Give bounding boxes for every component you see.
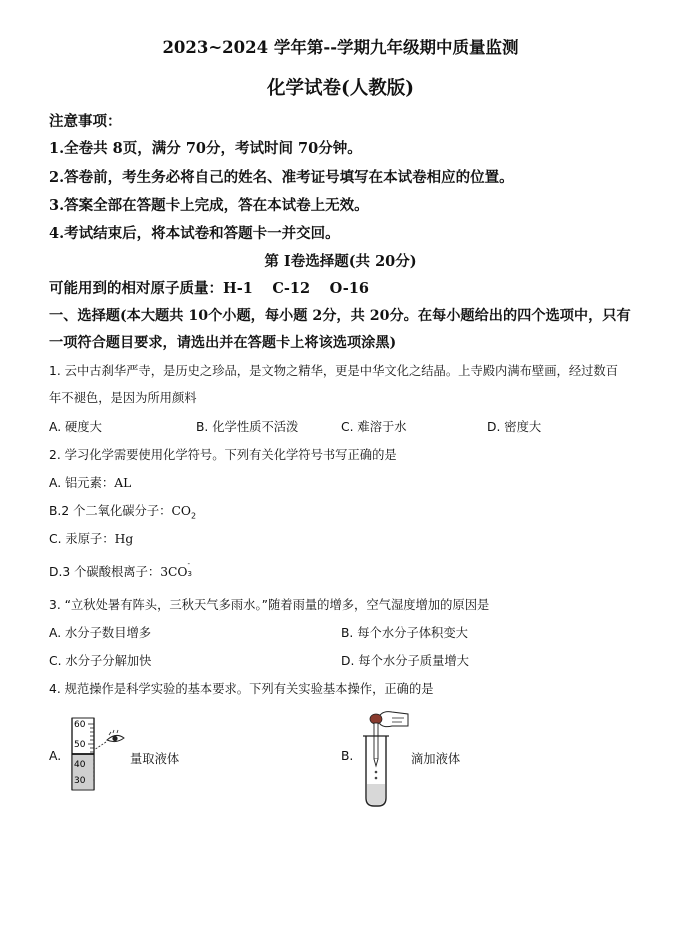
- q2-option-d: [49, 562, 196, 580]
- q2-option-d-symbol: 3CO: [160, 565, 188, 579]
- q2-option-d-subscript: 3: [187, 570, 192, 578]
- part1-heading: 第 I卷选择题(共 20分): [264, 253, 417, 270]
- q2-option-b-subscript: 2: [190, 511, 197, 521]
- q3-option-c: C. 水分子分解加快: [49, 654, 152, 668]
- cylinder-tick-60: 60: [74, 720, 86, 730]
- dropper-icon: [370, 714, 382, 766]
- q4-option-b-label: B.: [341, 749, 354, 763]
- q2-option-c-label: C. 汞原子：: [49, 532, 115, 546]
- q1-option-a: A. 硬度大: [49, 420, 102, 434]
- cylinder-tick-30: 30: [74, 776, 86, 786]
- q2-option-a-symbol: AL: [114, 476, 132, 490]
- q3-stem: 3. “立秋处暑有阵头，三秋天气多雨水。”随着雨量的增多，空气湿度增加的原因是: [49, 598, 490, 612]
- q2-option-b: [49, 501, 196, 520]
- section-instruction-line1: 一、选择题(本大题共 10个小题，每小题 2分，共 20分。在每小题给出的四个选项中，只有: [49, 308, 631, 324]
- q2-option-a: [49, 473, 131, 491]
- q2-stem: 2. 学习化学需要使用化学符号。下列有关化学符号书写正确的是: [49, 448, 397, 462]
- q2-option-b-symbol: CO: [171, 504, 191, 518]
- q4-stem: 4. 规范操作是科学实验的基本要求。下列有关实验基本操作，正确的是: [49, 682, 434, 696]
- hand-icon: [378, 712, 408, 727]
- graduated-cylinder-illustration: [66, 716, 130, 792]
- q4-option-b-caption: 滴加液体: [411, 752, 461, 766]
- section-instruction-line2: 一项符合题目要求，请选出并在答题卡上将该选项涂黑): [49, 335, 397, 351]
- q2-option-b-label: B.2 个二氧化碳分子：: [49, 504, 172, 518]
- q2-option-a-label: A. 铝元素：: [49, 476, 115, 490]
- eye-icon: [107, 730, 124, 742]
- atomic-mass-line: 可能用到的相对原子质量：H-1 C-12 O-16: [49, 280, 369, 297]
- q1-option-c: C. 难溶于水: [341, 420, 407, 434]
- q2-option-c-symbol: Hg: [114, 532, 134, 546]
- q3-option-d: D. 每个水分子质量增大: [341, 654, 469, 668]
- q1-option-b: B. 化学性质不活泼: [196, 420, 299, 434]
- notice-item-3: 3.答案全部在答题卡上完成，答在本试卷上无效。: [49, 197, 369, 214]
- notice-heading: 注意事项：: [49, 113, 122, 130]
- q2-option-c: [49, 529, 133, 547]
- notice-item-2: 2.答卷前，考生务必将自己的姓名、准考证号填写在本试卷相应的位置。: [49, 169, 514, 186]
- cylinder-tick-40: 40: [74, 760, 86, 770]
- notice-item-1: 1.全卷共 8页，满分 70分，考试时间 70分钟。: [49, 140, 362, 157]
- q2-option-d-label: D.3 个碳酸根离子：: [49, 565, 161, 579]
- q2-option-d-superscript: -: [187, 560, 191, 568]
- q4-option-a-caption: 量取液体: [130, 752, 180, 766]
- q1-option-d: D. 密度大: [487, 420, 542, 434]
- exam-title: 2023~2024 学年第--学期九年级期中质量监测: [162, 38, 519, 57]
- dropper-test-tube-illustration: [358, 706, 410, 808]
- q1-stem-line2: 年不褪色，是因为所用颜料: [49, 391, 197, 405]
- q1-stem-line1: 1. 云中古刹华严寺，是历史之珍品，是文物之精华，更是中华文化之结晶。上寺殿内满布壁画，经过数百: [49, 364, 619, 378]
- exam-subtitle: 化学试卷(人教版): [266, 78, 414, 99]
- notice-item-4: 4.考试结束后，将本试卷和答题卡一并交回。: [49, 225, 340, 242]
- q3-option-a: A. 水分子数目增多: [49, 626, 152, 640]
- q3-option-b: B. 每个水分子体积变大: [341, 626, 468, 640]
- q4-option-a-label: A.: [49, 749, 62, 763]
- cylinder-tick-50: 50: [74, 740, 86, 750]
